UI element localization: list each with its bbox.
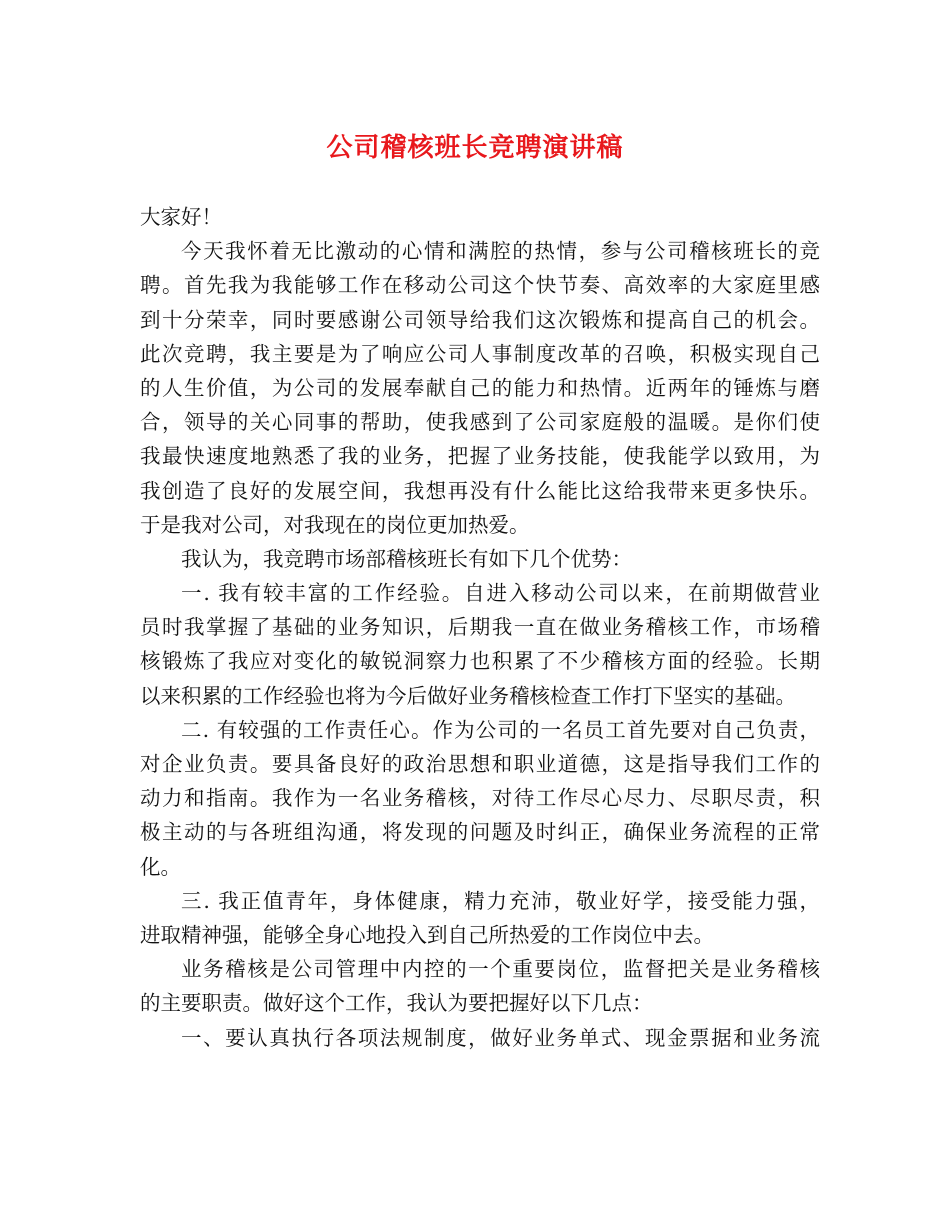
text-line: 合，领导的关心同事的帮助，使我感到了公司家庭般的温暖。是你们使 [140, 410, 820, 435]
text-line: 核锻炼了我应对变化的敏锐洞察力也积累了不少稽核方面的经验。长期 [140, 649, 820, 674]
text-line: 今天我怀着无比激动的心情和满腔的热情，参与公司稽核班长的竞 [181, 239, 820, 264]
text-line: 聘。首先我为我能够工作在移动公司这个快节奏、高效率的大家庭里感 [140, 273, 820, 298]
text-line: 动力和指南。我作为一名业务稽核，对待工作尽心尽力、尽职尽责，积 [140, 786, 820, 811]
document-title: 公司稽核班长竞聘演讲稿 [326, 133, 624, 163]
text-line: 我最快速度地熟悉了我的业务，把握了业务技能，使我能学以致用，为 [140, 444, 820, 469]
text-line: 到十分荣幸，同时要感谢公司领导给我们这次锻炼和提高自己的机会。 [140, 307, 820, 332]
text-line: 进取精神强，能够全身心地投入到自己所热爱的工作岗位中去。 [140, 922, 714, 947]
text-line: 的主要职责。做好这个工作，我认为要把握好以下几点： [140, 991, 653, 1016]
text-line: 一、要认真执行各项法规制度，做好业务单式、现金票据和业务流 [181, 1025, 820, 1050]
text-line: 我认为，我竞聘市场部稽核班长有如下几个优势： [181, 546, 632, 571]
text-line: 一. 我有较丰富的工作经验。自进入移动公司以来，在前期做营业 [181, 581, 820, 606]
text-line: 我创造了良好的发展空间，我想再没有什么能比这给我带来更多快乐。 [140, 478, 820, 503]
text-line: 大家好！ [140, 205, 222, 229]
text-line: 极主动的与各班组沟通，将发现的问题及时纠正，确保业务流程的正常 [140, 820, 820, 845]
text-line: 员时我掌握了基础的业务知识，后期我一直在做业务稽核工作，市场稽 [140, 615, 820, 640]
text-line: 以来积累的工作经验也将为今后做好业务稽核检查工作打下坚实的基础。 [140, 683, 796, 708]
text-line: 于是我对公司，对我现在的岗位更加热爱。 [140, 512, 530, 537]
text-line: 化。 [140, 854, 181, 879]
text-line: 的人生价值，为公司的发展奉献自己的能力和热情。近两年的锤炼与磨 [140, 375, 820, 400]
text-line: 此次竞聘，我主要是为了响应公司人事制度改革的召唤，积极实现自己 [140, 341, 820, 366]
text-line: 业务稽核是公司管理中内控的一个重要岗位，监督把关是业务稽核 [181, 957, 820, 982]
document-body [140, 200, 820, 1055]
text-line: 二. 有较强的工作责任心。作为公司的一名员工首先要对自己负责， [181, 717, 820, 742]
text-line: 对企业负责。要具备良好的政治思想和职业道德，这是指导我们工作的 [140, 752, 820, 776]
text-line: 三. 我正值青年，身体健康，精力充沛，敬业好学，接受能力强， [181, 888, 820, 913]
